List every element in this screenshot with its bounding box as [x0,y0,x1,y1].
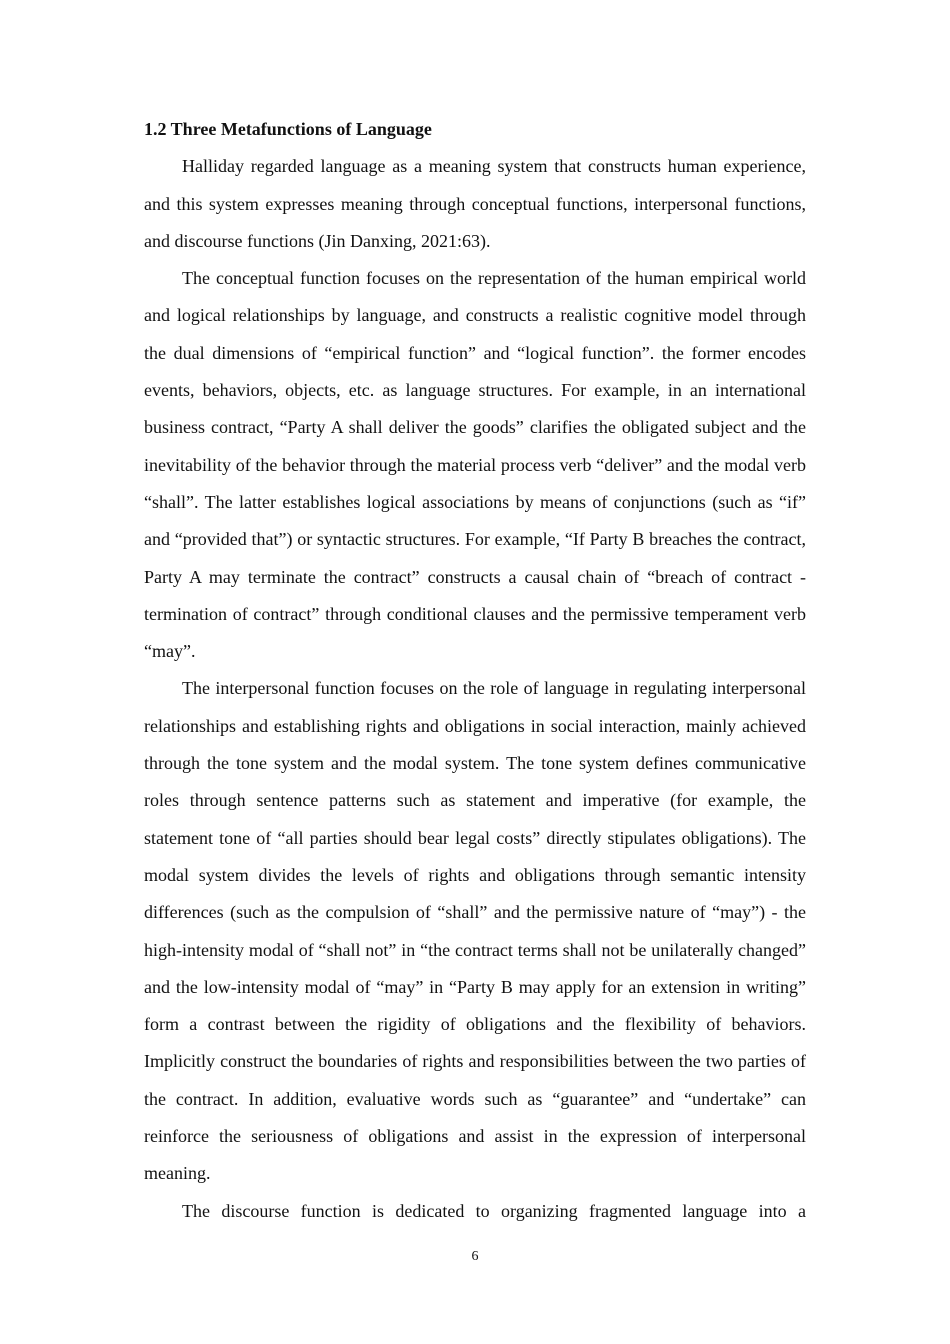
paragraph-discourse-function: The discourse function is dedicated to organizing fragmented language into a [182,1200,806,1221]
paragraph-interpersonal-function: The interpersonal function focuses on the role of language in regulating interpersonal relationships and establishing rights and obligations in social interaction, mainly achieved through the tone system and the modal system. The tone system defines communicative roles through sentence patterns such as statement and imperative (for example, the statement tone of “all parties should bear legal costs” directly stipulates obligations). The modal system divides the levels of rights and obligations through semantic intensity differences (such as the compulsion of “shall” and the permissive nature of “may”) - the high-intensity modal of “shall not” in “the contract terms shall not be unilaterally changed” and the low-intensity modal of “may” in “Party B may apply for an extension in writing” form a contrast between the rigidity of obligations and the flexibility of behaviors. Implicitly construct the boundaries of rights and responsibilities between the two parties of the contract. In addition, evaluative words such as “guarantee” and “undertake” can reinforce the seriousness of obligations and assist in the expression of interpersonal meaning. [144,678,806,1184]
paragraph-conceptual-function: The conceptual function focuses on the representation of the human empirical world and logical relationships by language, and constructs a realistic cognitive model through the dual dimensions of “empirical function” and “logical function”. the former encodes events, behaviors, objects, etc. as language structures. For example, in an international business contract, “Party A shall deliver the goods” clarifies the obligated subject and the inevitability of the behavior through the material process verb “deliver” and the modal verb “shall”. The latter establishes logical associations by means of conjunctions (such as “if” and “provided that”) or syntactic structures. For example, “If Party B breaches the contract, Party A may terminate the contract” constructs a causal chain of “breach of contract - termination of contract” through conditional clauses and the permissive temperament verb “may”. [144,268,806,662]
section-heading: 1.2 Three Metafunctions of Language [144,119,432,139]
page-body [144,111,806,1230]
page-number: 6 [471,1249,479,1264]
paragraph-halliday-overview: Halliday regarded language as a meaning system that constructs human experience, and this system expresses meaning through conceptual functions, interpersonal functions, and discourse functions (Jin Danxing, 2021:63). [144,156,806,251]
